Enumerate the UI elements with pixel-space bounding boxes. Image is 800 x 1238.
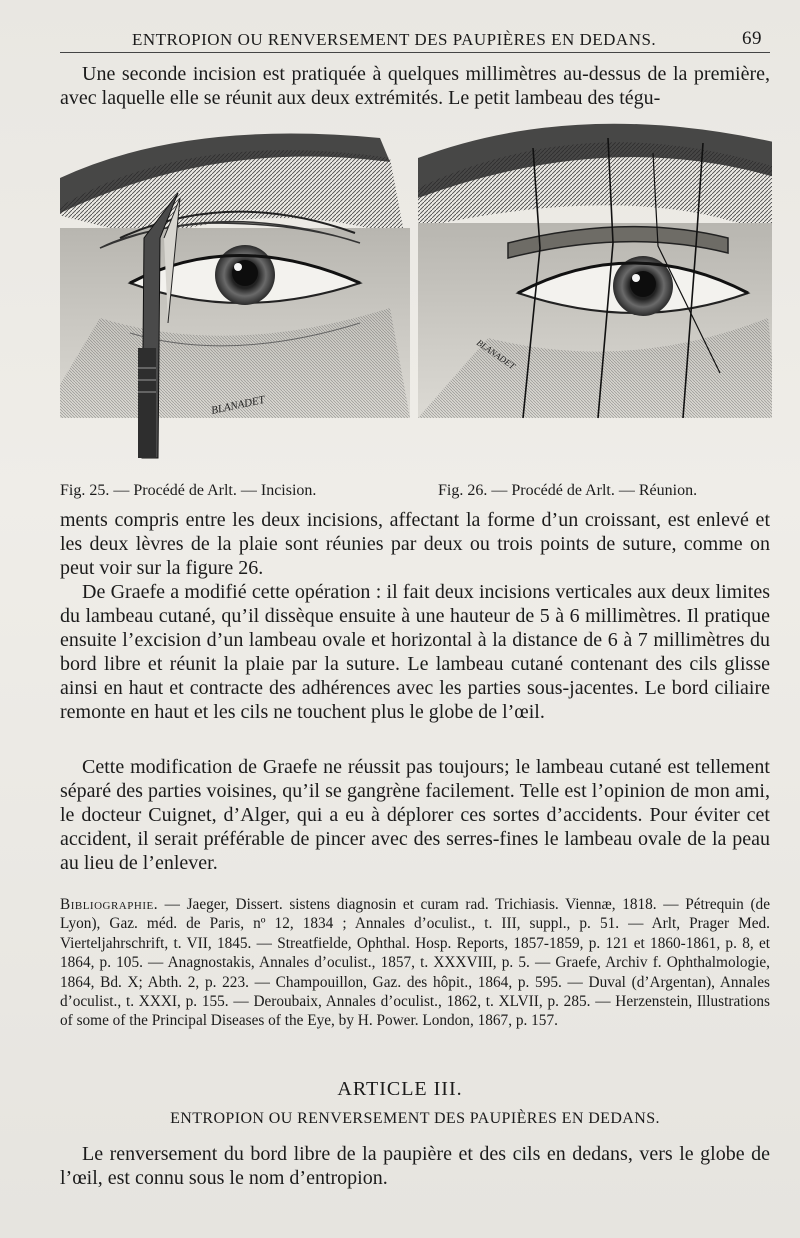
engraver-signature-fig25: BLANADET bbox=[210, 393, 266, 417]
paragraph-3: De Graefe a modifié cette opération : il fait deux incisions verticales aux deux limites du lambeau cutané, qu’il dissèque ensuite à une hauteur de 5 à 6 millimètres. Il pratique ensuite l’excision d’un lambeau ovale et horizontal à la distance de 6 à 7 millimètres du bord libre et réunit la plaie par la suture. Le lambeau cutané contenant des cils glisse ainsi en haut et contracte des adhérences avec les parties sous-jacentes. Le bord ciliaire remonte en haut et les cils ne touchent plus le globe de l’œil. bbox=[60, 581, 770, 723]
figure-25-eye-incision bbox=[60, 134, 410, 458]
paragraph-5: Le renversement du bord libre de la paupière et des cils en dedans, vers le globe de l’œil, est connu sous le nom d’entropion. bbox=[60, 1143, 770, 1189]
paragraph-4: Cette modification de Graefe ne réussit pas toujours; le lambeau cutané est tellement séparé des parties voisines, qu’il se gangrène facilement. Telle est l’opinion de mon ami, le docteur Cuignet, d’Alger, qui a eu à déplorer ces sortes d’accidents. Pour éviter cet accident, il serait préférable de pincer avec des serres-fines le lambeau ovale de la peau au lieu de l’enlever. bbox=[60, 756, 770, 874]
page-number: 69 bbox=[742, 28, 762, 49]
running-title: ENTROPION OU RENVERSEMENT DES PAUPIÈRES EN DEDANS. bbox=[132, 30, 657, 49]
bibliography-label: Bibliographie. bbox=[60, 896, 159, 913]
paragraph-1: Une seconde incision est pratiquée à quelques millimètres au-dessus de la première, avec laquelle elle se réunit aux deux extrémités. Le petit lambeau des tégu- bbox=[60, 63, 770, 109]
figure-26-eye-reunion bbox=[418, 124, 772, 418]
header-rule bbox=[60, 52, 770, 53]
bibliography-text: — Jaeger, Dissert. sistens diagnosin et curam rad. Trichiasis. Viennæ, 1818. — Pétrequin (de Lyon), Gaz. méd. de Paris, nº 12, 1834 ; Annales d’oculist., t. III, suppl., p. 51. — Arlt, Prager Med. Vierteljahrschrift, t. VII, 1845. — Streatfielde, Ophthal. Hosp. Reports, 1857-1859, p. 121 et 1860-1861, p. 8, et 1864, p. 105. — Anagnostakis, Annales d’oculist., 1857, t. XXXVIII, p. 5. — Graefe, Archiv f. Ophthalmologie, 1864, Bd. X; Abth. 2, p. 223. — Champouillon, Gaz. des hôpit., 1864, p. 595. — Duval (d’Argentan), Annales d’oculist., t. XXXI, p. 155. — Deroubaix, Annales d’oculist., 1862, t. XLVII, p. 285. — Herzenstein, Illustrations of some of the Principal Diseases of the Eye, by H. Power. London, 1867, p. 157. bbox=[60, 896, 770, 1030]
bibliography bbox=[60, 895, 770, 1031]
figures-block bbox=[60, 118, 772, 478]
article-heading: ARTICLE III. bbox=[337, 1078, 463, 1100]
figure-25-caption: Fig. 25. — Procédé de Arlt. — Incision. bbox=[60, 482, 317, 499]
figure-26-caption: Fig. 26. — Procédé de Arlt. — Réunion. bbox=[438, 482, 698, 499]
engraver-signature-fig26: BLANADET bbox=[474, 337, 518, 372]
article-subheading: ENTROPION OU RENVERSEMENT DES PAUPIÈRES EN DEDANS. bbox=[170, 1110, 660, 1127]
engraving-illustrations bbox=[60, 118, 772, 478]
running-head bbox=[60, 26, 766, 52]
paragraph-2: ments compris entre les deux incisions, affectant la forme d’un croissant, est enlevé et les deux lèvres de la plaie sont réunies par deux ou trois points de suture, comme on peut voir sur la figure 26. bbox=[60, 509, 770, 579]
